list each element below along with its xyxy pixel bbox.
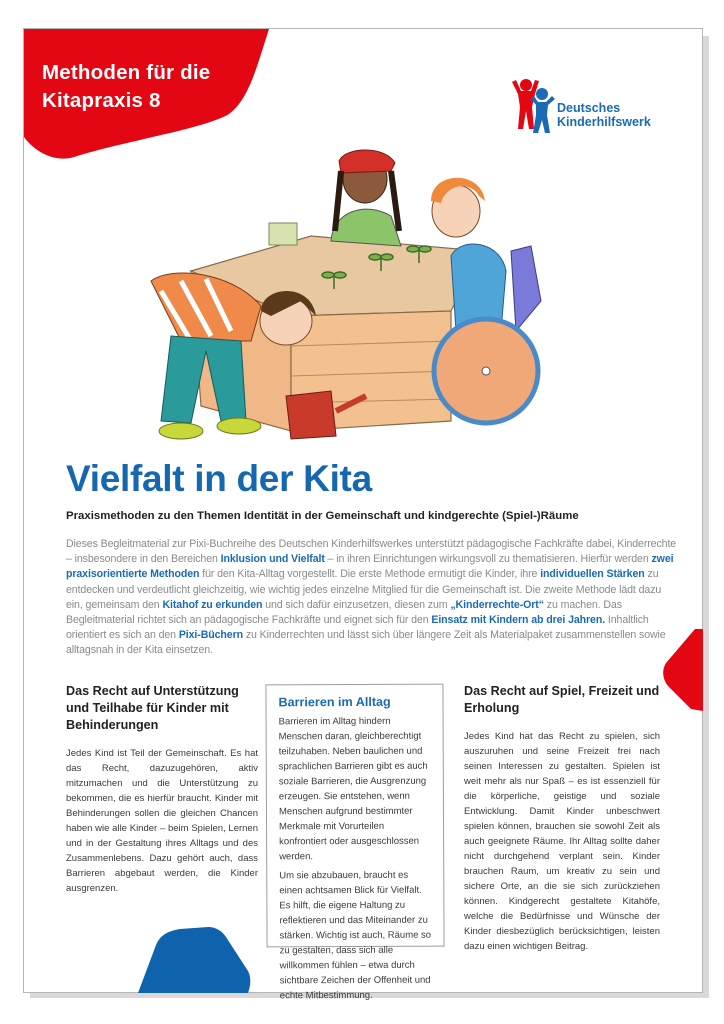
children-figures-icon (509, 77, 559, 133)
children-gardening-illustration (151, 141, 581, 446)
logo-text (557, 101, 651, 129)
column-disability-rights (66, 683, 258, 896)
intro-highlight: zwei praxisorientierte Methoden (66, 553, 674, 581)
banner-line-2: Kitapraxis 8 (42, 89, 161, 112)
dkhw-logo[interactable] (509, 77, 669, 137)
column-body: Jedes Kind ist Teil der Gemeinschaft. Es hat das Recht, dazuzugehören, aktiv mitzumachen und die Unterstützung zu bekommen, die es hierfür braucht. Kinder mit Behinderungen sollen die gleichen Chancen haben wie alle Kinder – beim Spielen, Lernen und in der Gestaltung ihres Alltags und des Zusammenlebens. Dazu gehört auch, dass Barrieren abgebaut werden, die Kinder ausgrenzen. (66, 748, 258, 894)
box-paragraph-2: Um sie abzubauen, braucht es einen achtsamen Blick für Vielfalt. Es hilft, die eigene Haltung zu reflektieren und das Miteinander zu stärken. Wichtig ist auch, Räume so zu gestalten, dass sich alle willkommen fühlen – etwa durch sichtbare Zeichen der Offenheit und echte Mitbestimmung. (279, 869, 432, 1002)
intro-text: Inhaltlich orientiert es sich an den (66, 614, 649, 642)
red-decorative-shape (661, 629, 703, 711)
intro-text: zu entdecken und verdeutlicht gleichzeitig, wie wichtig jedes einzelne Mitglied für die Gemeinschaft ist. Die zweite Methode lädt dazu ein, gemeinsam den (66, 568, 662, 611)
page-title: Vielfalt in der Kita (66, 458, 372, 499)
column-heading: Das Recht auf Unterstützung und Teilhabe für Kinder mit Behinderungen (66, 684, 239, 732)
intro-text: für den Kita-Alltag vorgestellt. Die erste Methode ermutigt die Kinder, ihre (199, 568, 541, 581)
column-body: Jedes Kind hat das Recht zu spielen, sich auszuruhen und seine Freizeit frei nach seinen Interessen zu gestalten. Spielen ist weit mehr als nur Spaß – es ist essenziell für die körperliche, geistige und soziale Entwicklung. Damit Kinder unbeschwert spielen können, brauchen sie sowohl Zeit als auch geeignete Räume. Ihr Alltag sollte daher nicht durchgehend verplant sein. Kinder brauchen Raum, um kreativ zu sein und sichere Orte, an die sie sich zurückziehen können. Kindgerecht gestaltete Kitahöfe, welche die Bedürfnisse und Wünsche der Kinder diesbezüglich berücksichtigen, leisten dazu einen wichtigen Beitrag. (464, 731, 660, 952)
box-paragraph-1: Barrieren im Alltag hindern Menschen daran, gleichberechtigt teilzuhaben. Neben baulichen und sprachlichen Barrieren gibt es auch soziale Barrieren, die Ausgrenzung erzeugen. Sie entstehen, wenn Menschen aufgrund bestimmter Merkmale mit Vorurteilen konfrontiert oder ausgeschlossen werden. (278, 715, 428, 863)
intro-text: zu Kinderrechten und lässt sich über längere Zeit als Materialpaket zusammenstellen sowie alltagsnah in der Kita einsetzen. (66, 629, 666, 657)
banner-line-1: Methoden für die (42, 61, 211, 84)
logo-line-1: Deutsches (557, 101, 621, 115)
logo-line-2: Kinderhilfswerk (557, 115, 651, 129)
page-subtitle: Praxismethoden zu den Themen Identität in der Gemeinschaft und kindgerechte (Spiel-)Räume (66, 510, 579, 522)
document-page (23, 28, 703, 1002)
intro-text: Dieses Begleitmaterial zur Pixi-Buchreihe des Deutschen Kinderhilfswerkes unterstützt pädagogische Fachkräfte dabei, Kinderrechte – insbesondere in den Bereichen (66, 538, 677, 566)
intro-highlight: Einsatz mit Kindern ab drei Jahren. (431, 614, 606, 627)
intro-highlight: Inklusion und Vielfalt (220, 553, 325, 566)
blue-decorative-shape (138, 927, 252, 993)
intro-highlight: Pixi-Büchern (178, 629, 243, 642)
intro-text: – in ihren Einrichtungen wirkungsvoll zu thematisieren. Hierfür werden (324, 553, 652, 566)
barriers-info-box (265, 684, 444, 1002)
intro-text: und sich dafür einzusetzen, diesen zum (262, 598, 451, 611)
column-heading: Das Recht auf Spiel, Freizeit und Erholung (464, 684, 660, 715)
box-heading: Barrieren im Alltag (278, 694, 391, 710)
intro-paragraph (66, 537, 678, 659)
intro-highlight: Kitahof zu erkunden (162, 598, 263, 611)
banner-title (42, 59, 210, 115)
intro-highlight: individuellen Stärken (540, 568, 645, 581)
intro-highlight: „Kinderrechte-Ort“ (450, 598, 544, 611)
intro-text: zu machen. Das Begleitmaterial richtet sich an pädagogische Fachkräfte und eignet sich für den (66, 598, 622, 627)
column-play-rights (464, 683, 660, 954)
